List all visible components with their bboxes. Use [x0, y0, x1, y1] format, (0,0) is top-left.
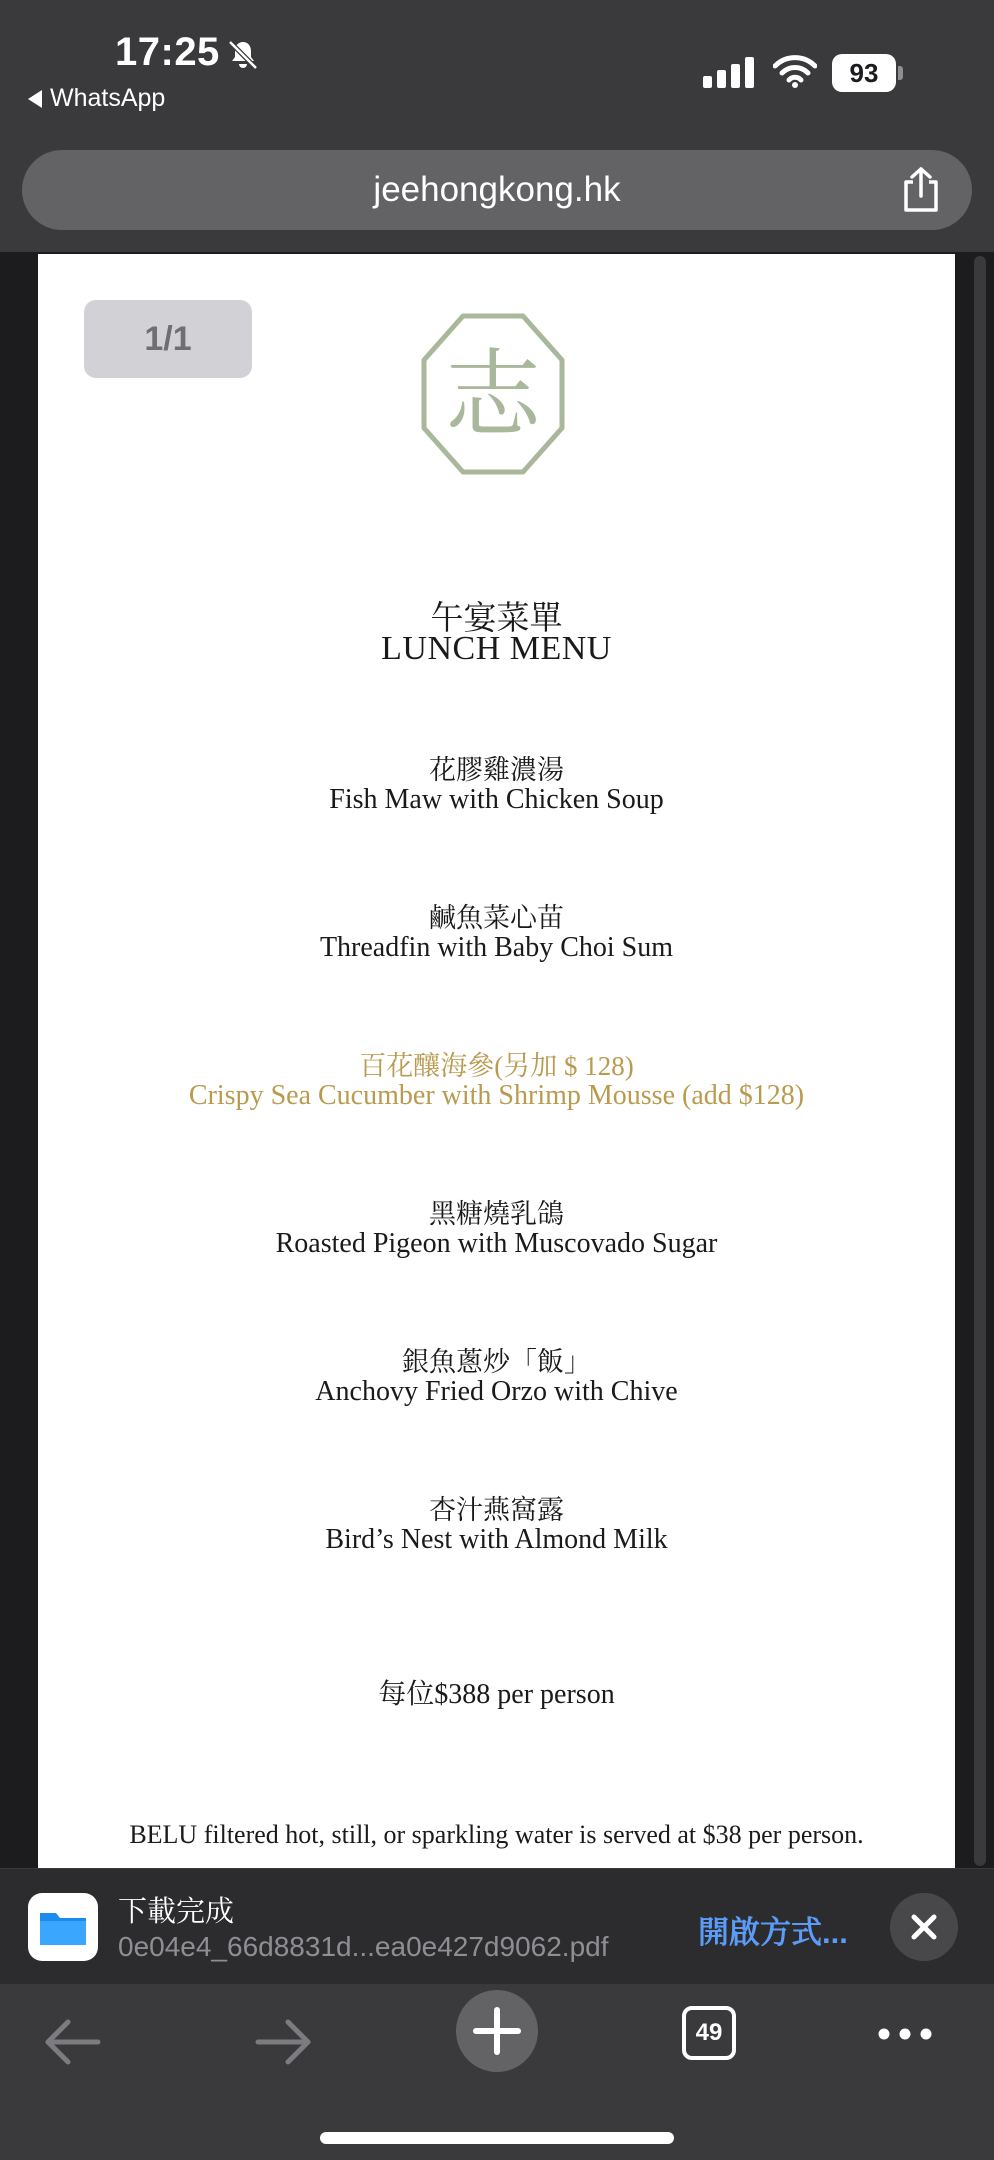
close-icon	[890, 1893, 958, 1961]
status-time: 17:25	[115, 30, 220, 74]
menu-title-english: LUNCH MENU	[381, 630, 612, 667]
dish-4-chinese: 黑糖燒乳鴿	[429, 1199, 564, 1229]
back-app-label: WhatsApp	[50, 84, 166, 112]
restaurant-seal-logo	[418, 310, 568, 478]
new-tab-button[interactable]	[456, 1990, 538, 2072]
download-filename: 0e04e4_66d8831d...ea0e427d9062.pdf	[118, 1931, 609, 1962]
dish-6-chinese: 杏汁燕窩露	[429, 1495, 564, 1525]
dish-5-chinese: 銀魚蔥炒「飯」	[402, 1347, 591, 1377]
top-chrome	[0, 0, 994, 252]
folder-icon	[28, 1893, 98, 1961]
arrow-right-icon	[258, 2022, 308, 2062]
home-indicator[interactable]	[320, 2132, 674, 2144]
dish-1-english: Fish Maw with Chicken Soup	[329, 784, 664, 815]
back-to-app-link[interactable]	[28, 84, 165, 113]
tabs-button[interactable]: 49	[682, 2006, 736, 2060]
dish-3-english: Crispy Sea Cucumber with Shrimp Mousse (add $128)	[188, 1080, 805, 1111]
pdf-page	[38, 254, 955, 1868]
battery-indicator	[832, 54, 904, 92]
dish-2-chinese: 鹹魚菜心苗	[429, 903, 564, 933]
dish-4-english: Roasted Pigeon with Muscovado Sugar	[275, 1228, 718, 1259]
pdf-viewer[interactable]	[0, 252, 994, 1868]
more-button[interactable]	[876, 2014, 934, 2054]
files-app-icon	[28, 1893, 98, 1961]
dish-1-chinese: 花膠雞濃湯	[429, 755, 564, 785]
open-with-button[interactable]: 開啟方式...	[698, 1915, 848, 1950]
water-note: BELU filtered hot, still, or sparkling water is served at $38 per person.	[129, 1820, 864, 1849]
battery-nub	[898, 66, 903, 80]
page-indicator: 1/1	[84, 300, 252, 378]
url-text: jeehongkong.hk	[373, 170, 621, 209]
forward-button[interactable]	[250, 2014, 316, 2070]
plus-icon	[456, 1990, 538, 2072]
back-button[interactable]	[40, 2014, 106, 2070]
close-download-button[interactable]	[890, 1893, 958, 1961]
bell-slash-icon	[226, 38, 260, 72]
price-per-person: 每位$388 per person	[378, 1679, 615, 1710]
scrollbar[interactable]	[974, 256, 986, 1866]
ellipsis-icon	[879, 2029, 932, 2040]
browser-toolbar	[0, 1984, 994, 2160]
arrow-left-icon	[48, 2022, 98, 2062]
wifi-icon	[773, 54, 817, 88]
dish-2-english: Threadfin with Baby Choi Sum	[319, 932, 674, 963]
dish-3-chinese: 百花釀海參(另加 $ 128)	[359, 1051, 634, 1081]
svg-text:志: 志	[445, 339, 541, 451]
share-icon[interactable]	[900, 166, 942, 214]
download-title: 下載完成	[118, 1896, 235, 1928]
dish-5-english: Anchovy Fried Orzo with Chive	[315, 1376, 678, 1407]
cellular-signal-icon	[703, 56, 763, 88]
back-triangle-icon	[28, 90, 42, 108]
address-bar[interactable]	[22, 150, 972, 230]
dish-6-english: Bird’s Nest with Almond Milk	[325, 1524, 668, 1555]
download-banner	[0, 1868, 994, 1984]
battery-level: 93	[832, 54, 896, 92]
menu-title-chinese: 午宴菜單	[430, 601, 563, 637]
